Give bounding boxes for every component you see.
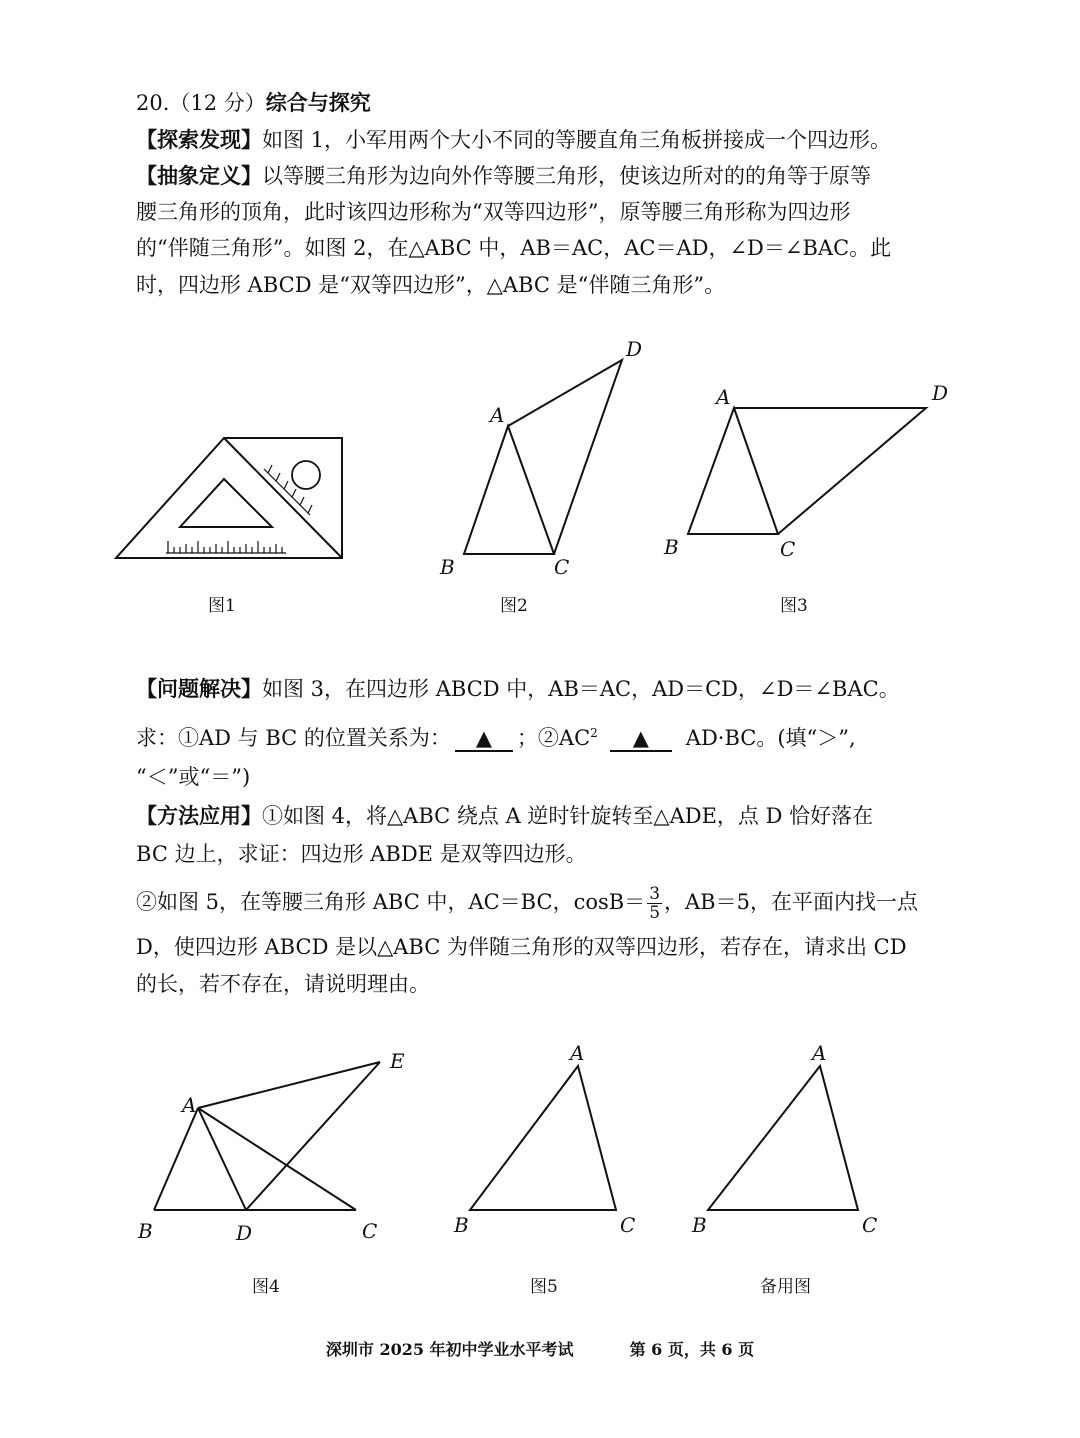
problem-number: 20.（12 分） xyxy=(136,91,266,115)
fig4-segment-ab xyxy=(154,1108,198,1210)
define-text-1: 以等腰三角形为边向外作等腰三角形，使该边所对的的角等于原等 xyxy=(262,164,871,188)
fig2-label-D: D xyxy=(626,337,643,361)
solve-line-1 xyxy=(136,674,936,704)
explore-paragraph xyxy=(136,125,936,155)
solve-line-3: “＜”或“＝”) xyxy=(136,765,251,789)
problem-header xyxy=(136,88,936,118)
fig5-label-C: C xyxy=(620,1213,636,1237)
fig2-segments-ad-dc xyxy=(508,360,622,554)
fig4-label-A: A xyxy=(182,1093,197,1117)
frac-numerator: 3 xyxy=(649,884,661,904)
fig3-label-A: A xyxy=(716,385,731,409)
fig2-triangle-abc xyxy=(464,426,554,554)
solve-q-mid1: ；②AC xyxy=(516,726,591,750)
fig2-caption: 图2 xyxy=(500,596,528,616)
solve-tag: 【问题解决】 xyxy=(136,676,262,701)
fraction-three-fifths xyxy=(647,885,662,922)
define-line-2: 腰三角形的顶角，此时该四边形称为“双等四边形”，原等腰三角形称为四边形 xyxy=(136,200,851,224)
page-footer xyxy=(0,1337,1080,1360)
method-line-1 xyxy=(136,801,936,831)
fig4-caption: 图4 xyxy=(252,1277,280,1297)
fig2-label-A: A xyxy=(490,403,505,427)
define-line-4: 时，四边形 ABCD 是“双等四边形”，△ABC 是“伴随三角形”。 xyxy=(136,273,726,297)
spare-label-C: C xyxy=(862,1213,878,1237)
fig3-label-D: D xyxy=(932,381,949,405)
fig1-large-set-square xyxy=(116,438,342,558)
solve-q-mid2: AD·BC。(填“＞”, xyxy=(685,726,856,750)
frac-denominator: 5 xyxy=(649,903,661,923)
method-line-3 xyxy=(136,884,936,922)
spare-caption: 备用图 xyxy=(760,1277,811,1297)
figure-2 xyxy=(430,338,650,588)
figure-5 xyxy=(450,1040,670,1240)
answer-blank-1[interactable]: ▲ xyxy=(455,726,513,752)
define-tag: 【抽象定义】 xyxy=(136,163,262,188)
fig4-segment-de xyxy=(246,1062,380,1210)
fig3-label-B: B xyxy=(664,535,679,559)
spare-label-A: A xyxy=(812,1041,827,1065)
fig2-label-B: B xyxy=(440,555,455,579)
fig5-label-A: A xyxy=(570,1041,585,1065)
define-line-3: 的“伴随三角形”。如图 2，在△ABC 中，AB＝AC，AC＝AD，∠D＝∠BAC。此 xyxy=(136,236,892,260)
fig5-triangle-abc xyxy=(470,1066,616,1210)
fig3-caption: 图3 xyxy=(780,596,808,616)
figure-spare xyxy=(690,1040,910,1240)
spare-label-B: B xyxy=(692,1213,707,1237)
explore-text: 如图 1，小军用两个大小不同的等腰直角三角板拼接成一个四边形。 xyxy=(262,128,892,152)
fig4-segment-ae xyxy=(198,1062,380,1108)
figure-1 xyxy=(114,435,354,565)
spare-triangle-abc xyxy=(708,1066,858,1210)
figure-4 xyxy=(130,1050,420,1250)
fig5-label-B: B xyxy=(454,1213,469,1237)
fig3-label-C: C xyxy=(780,537,796,561)
solve-text-1: 如图 3，在四边形 ABCD 中，AB＝AC，AD＝CD，∠D＝∠BAC。 xyxy=(262,677,900,701)
fig4-label-C: C xyxy=(362,1219,378,1243)
method-tag: 【方法应用】 xyxy=(136,803,262,828)
fig4-label-D: D xyxy=(236,1221,253,1245)
fig5-caption: 图5 xyxy=(530,1277,558,1297)
explore-tag: 【探索发现】 xyxy=(136,127,262,152)
answer-blank-2[interactable]: ▲ xyxy=(610,726,672,752)
method-text-3b: ，AB＝5，在平面内找一点 xyxy=(664,890,918,914)
method-text-1: ①如图 4，将△ABC 绕点 A 逆时针旋转至△ADE，点 D 恰好落在 xyxy=(262,804,874,828)
method-text-3a: ②如图 5，在等腰三角形 ABC 中，AC＝BC，cosB＝ xyxy=(136,890,646,914)
method-line-5: 的长，若不存在，请说明理由。 xyxy=(136,972,430,996)
figure-3 xyxy=(660,380,960,570)
footer-page-info: 第 6 页，共 6 页 xyxy=(629,1340,755,1359)
fig4-label-B: B xyxy=(138,1219,153,1243)
footer-exam-name: 深圳市 2025 年初中学业水平考试 xyxy=(325,1340,574,1359)
fig2-label-C: C xyxy=(554,555,570,579)
fig1-caption: 图1 xyxy=(208,596,236,616)
method-line-2: BC 边上，求证：四边形 ABDE 是双等四边形。 xyxy=(136,842,587,866)
method-line-4: D，使四边形 ABCD 是以△ABC 为伴随三角形的双等四边形，若存在，请求出 CD xyxy=(136,935,907,959)
solve-line-2 xyxy=(136,718,936,753)
fig3-segments-ad-dc xyxy=(734,408,926,534)
fig1-inner-triangle xyxy=(180,479,272,527)
define-line-1 xyxy=(136,161,936,191)
solve-q-prefix: 求：①AD 与 BC 的位置关系为： xyxy=(136,726,451,750)
solve-q-sup: 2 xyxy=(590,726,598,740)
fig1-hole xyxy=(292,461,320,489)
problem-title: 综合与探究 xyxy=(265,90,371,115)
fig4-label-E: E xyxy=(390,1049,405,1073)
fig3-triangle-abc xyxy=(688,408,778,534)
